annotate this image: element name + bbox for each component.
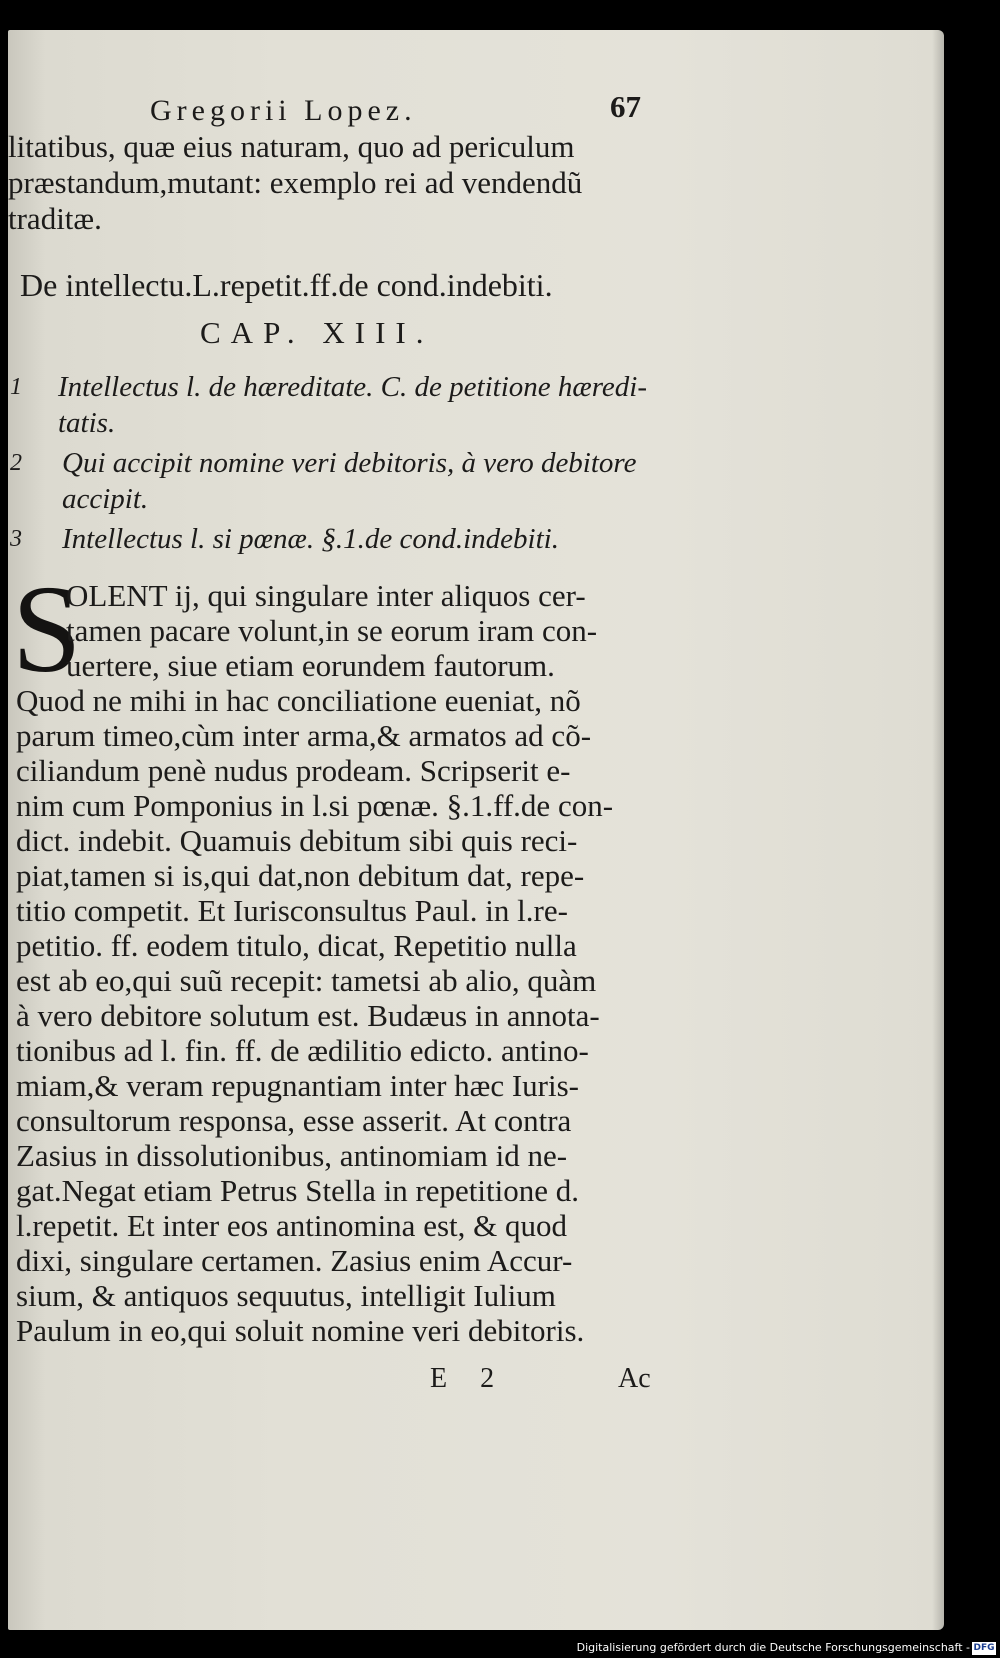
body-line-17: Zasius in dissolutionibus, antinomiam id ne-	[16, 1138, 568, 1173]
summary-number-3: 3	[10, 526, 22, 552]
body-line-21: sium, & antiquos sequutus, intelligit Iulium	[16, 1278, 556, 1313]
body-line-12: est ab eo,qui suũ recepit: tametsi ab alio, quàm	[16, 963, 597, 998]
body-line-2: tamen pacare volunt,in se eorum iram con-	[66, 613, 598, 648]
body-line-4: Quod ne mihi in hac conciliatione eueniat, nõ	[16, 683, 581, 718]
catchword: Ac	[618, 1363, 651, 1394]
summary-2-line-2: accipit.	[62, 483, 149, 515]
running-head: Gregorii Lopez.	[150, 94, 417, 127]
summary-number-2: 2	[10, 450, 22, 476]
body-line-10: titio competit. Et Iurisconsultus Paul. in l.re-	[16, 893, 568, 928]
body-line-5: parum timeo,cùm inter arma,& armatos ad cõ-	[16, 718, 592, 753]
body-line-11: petitio. ff. eodem titulo, dicat, Repetitio nulla	[16, 928, 577, 963]
body-line-16: consultorum responsa, esse asserit. At contra	[16, 1103, 572, 1138]
summary-1-line-1: Intellectus l. de hæreditate. C. de petitione hæredi-	[58, 371, 648, 403]
chapter-heading: De intellectu.L.repetit.ff.de cond.indebiti.	[20, 267, 553, 303]
body-line-18: gat.Negat etiam Petrus Stella in repetitione d.	[16, 1173, 580, 1208]
drop-cap: S	[12, 561, 82, 699]
dfg-logo: DFG	[973, 1643, 995, 1653]
body-line-1: OLENT ij, qui singulare inter aliquos cer-	[66, 578, 586, 613]
body-line-22: Paulum in eo,qui soluit nomine veri debitoris.	[16, 1313, 585, 1348]
summary-2-line-1: Qui accipit nomine veri debitoris, à vero debitore	[62, 447, 637, 479]
intro-line-3: traditæ.	[8, 201, 102, 236]
body-line-7: nim cum Pomponius in l.si pœnæ. §.1.ff.de con-	[16, 788, 614, 823]
body-line-13: à vero debitore solutum est. Budæus in annota-	[16, 998, 600, 1033]
signature-mark: E 2	[430, 1363, 495, 1394]
body-line-14: tionibus ad l. fin. ff. de ædilitio edicto. antino-	[16, 1033, 589, 1068]
body-line-20: dixi, singulare certamen. Zasius enim Accur-	[16, 1243, 573, 1278]
chapter-number: CAP. XIII.	[200, 315, 434, 350]
body-line-9: piat,tamen si is,qui dat,non debitum dat, repe-	[16, 858, 585, 893]
summary-1-line-2: tatis.	[58, 407, 116, 439]
footer-credit: Digitalisierung gefördert durch die Deutsche Forschungsgemeinschaft -	[576, 1641, 970, 1654]
folio-number: 67	[610, 89, 641, 124]
intro-line-2: præstandum,mutant: exemplo rei ad vendendũ	[8, 165, 583, 200]
summary-number-1: 1	[10, 374, 22, 400]
body-line-15: miam,& veram repugnantiam inter hæc Iuris-	[16, 1068, 579, 1103]
body-line-6: ciliandum penè nudus prodeam. Scripserit e-	[16, 753, 571, 788]
intro-line-1: litatibus, quæ eius naturam, quo ad periculum	[8, 129, 575, 164]
body-line-8: dict. indebit. Quamuis debitum sibi quis reci-	[16, 823, 578, 858]
summary-3-line-1: Intellectus l. si pœnæ. §.1.de cond.indebiti.	[62, 523, 559, 555]
body-line-19: l.repetit. Et inter eos antinomina est, & quod	[16, 1208, 567, 1243]
body-line-3: uertere, siue etiam eorundem fautorum.	[66, 648, 555, 683]
